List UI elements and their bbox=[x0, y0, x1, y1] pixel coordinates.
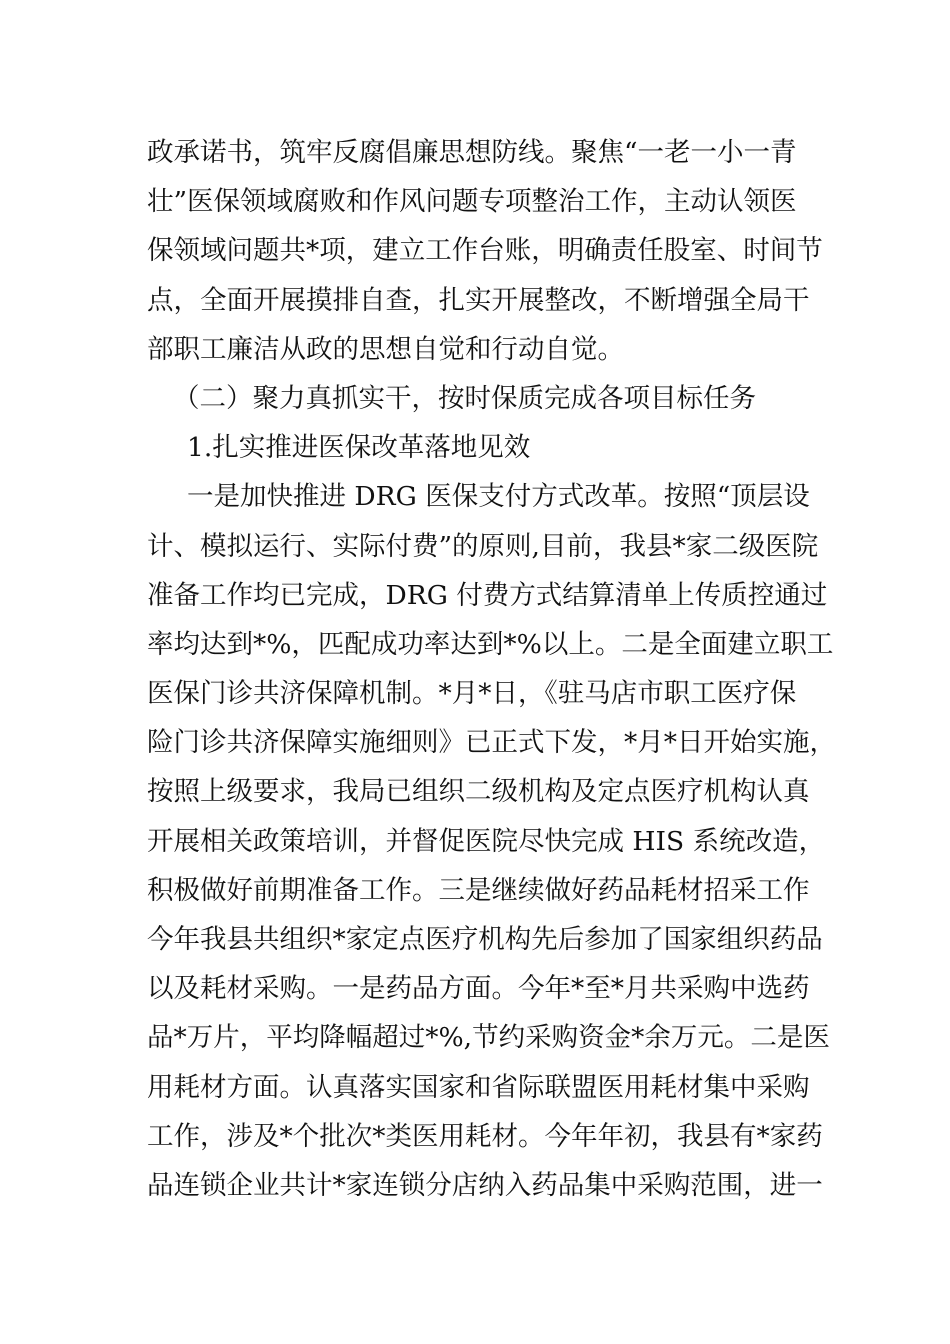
text-line: 今年我县共组织*家定点医疗机构先后参加了国家组织药品 bbox=[147, 924, 823, 955]
text-line: 部职工廉洁从政的思想自觉和行动自觉。 bbox=[147, 333, 624, 365]
section-heading: （二）聚力真抓实干，按时保质完成各项目标任务 bbox=[173, 382, 756, 414]
document-body bbox=[147, 128, 836, 1210]
text-line: 一是加快推进 DRG 医保支付方式改革。按照“顶层设 bbox=[187, 481, 810, 513]
text-line: 壮”医保领域腐败和作风问题专项整治工作，主动认领医 bbox=[147, 186, 797, 218]
text-line: 计、模拟运行、实际付费”的原则,目前，我县*家二级医院 bbox=[147, 530, 819, 562]
text-line: 品*万片，平均降幅超过*%,节约采购资金*余万元。二是医 bbox=[147, 1022, 830, 1054]
text-line: 以及耗材采购。一是药品方面。今年*至*月共采购中选药 bbox=[147, 973, 810, 1005]
text-line: 保领域问题共*项，建立工作台账，明确责任股室、时间节 bbox=[147, 235, 823, 267]
text-line: 工作，涉及*个批次*类医用耗材。今年年初，我县有*家药 bbox=[147, 1120, 823, 1152]
text-line: 开展相关政策培训，并督促医院尽快完成 HIS 系统改造， bbox=[147, 825, 826, 857]
text-line: 医保门诊共济保障机制。*月*日，《驻马店市职工医疗保 bbox=[147, 678, 797, 710]
text-line: 积极做好前期准备工作。三是继续做好药品耗材招采工作 bbox=[147, 874, 810, 906]
text-line: 率均达到*%，匹配成功率达到*%以上。二是全面建立职工 bbox=[147, 628, 834, 660]
text-line: 按照上级要求，我局已组织二级机构及定点医疗机构认真 bbox=[147, 776, 810, 808]
text-line: 点，全面开展摸排自查，扎实开展整改，不断增强全局干 bbox=[147, 284, 810, 316]
text-line: 政承诺书，筑牢反腐倡廉思想防线。聚焦“一老一小一青 bbox=[147, 137, 797, 168]
text-line: 品连锁企业共计*家连锁分店纳入药品集中采购范围，进一 bbox=[147, 1169, 823, 1201]
text-line: 准备工作均已完成，DRG 付费方式结算清单上传质控通过 bbox=[147, 579, 828, 611]
text-line: 险门诊共济保障实施细则》已正式下发，*月*日开始实施， bbox=[147, 727, 836, 759]
text-line: 用耗材方面。认真落实国家和省际联盟医用耗材集中采购 bbox=[147, 1071, 810, 1103]
subsection-heading: 1.扎实推进医保改革落地见效 bbox=[187, 432, 531, 464]
